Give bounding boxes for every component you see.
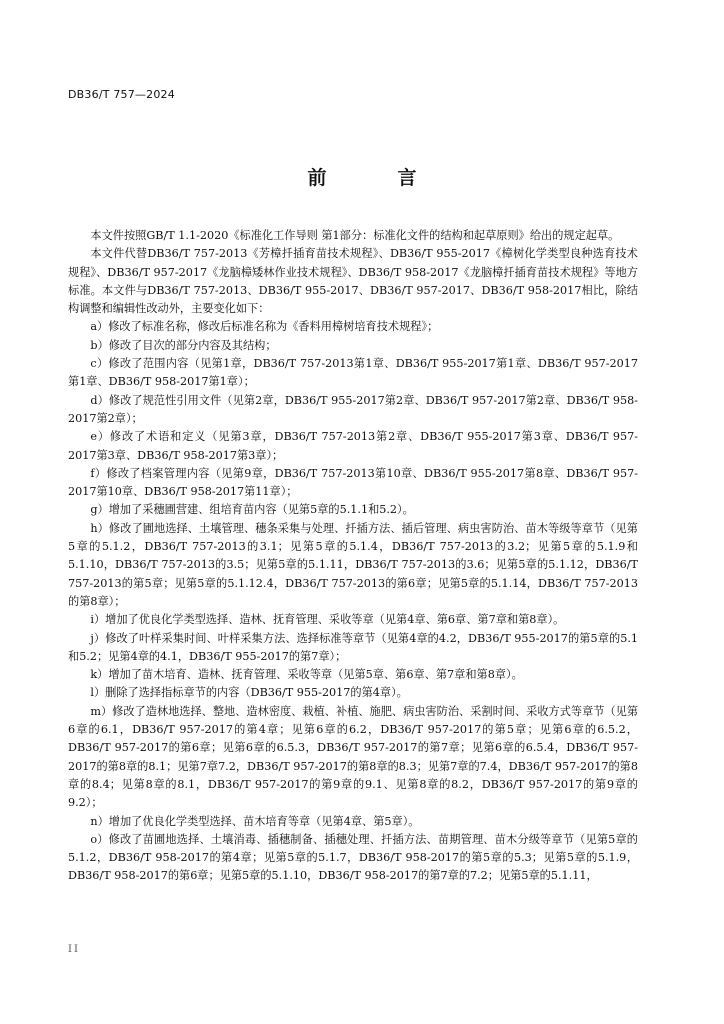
list-item: b）修改了目次的部分内容及其结构； (90, 338, 277, 352)
list-item: f）修改了档案管理内容（见第9章，DB36/T 757-2013第10章、DB36/T 955-2017第8章、DB36/T 957-2017第10章、DB36/T 958-2017第11章）； (68, 466, 638, 499)
page-title: 前 言 (307, 167, 443, 189)
page-number: II (68, 944, 80, 955)
paragraph: 本文件按照GB/T 1.1-2020《标准化工作导则 第1部分：标准化文件的结构和起草原则》给出的规定起草。 (90, 229, 620, 242)
list-item: k）增加了苗木培育、造林、抚育管理、采收等章（见第5章、第6章、第7章和第8章）。 (90, 668, 523, 682)
list-item: m）修改了造林地选择、整地、造林密度、栽植、补植、施肥、病虫害防治、采割时间、采收方式等章节（见第6章的6.1，DB36/T 957-2017的第4章；见第6章的6.2，DB36/T 957-2017的第5章；见第6章的6.5.2，DB36/T 957-2017的第6章；见第6章的6.5.3，DB36/T 957-2017的第7章；见第6章的6.5.4，DB36/T 957-2017的第8章的8.1；见第7章7.2，DB36/T 957-2017的第8章的8.3；见第7章的7.4，DB36/T 957-2017的第8章的8.4；见第8章的8.1，DB36/T 957-2017的第9章的9.1、见第8章的8.2，DB36/T 957-2017的第9章的9.2）； (68, 704, 639, 810)
list-item: d）修改了规范性引用文件（见第2章，DB36/T 955-2017第2章、DB36/T 957-2017第2章、DB36/T 958-2017第2章）； (68, 393, 638, 425)
list-item: g）增加了采穗圃营建、组培育苗内容（见第5章的5.1.1和5.2）。 (90, 503, 414, 517)
document-code: DB36/T 757—2024 (68, 88, 175, 101)
list-item: h）修改了圃地选择、土壤管理、穗条采集与处理、扦插方法、插后管理、病虫害防治、苗木等级等章节（见第5章的5.1.2，DB36/T 757-2013的3.1；见第5章的5.1.4，DB36/T 757-2013的3.2；见第5章的5.1.9和5.1.10，DB36/T 757-2013的3.5；见第5章的5.1.11，DB36/T 757-2013的3.6；见第5章的5.1.12，DB36/T 757-2013的第5章；见第5章的5.1.12.4，DB36/T 757-2013的第6章；见第5章的5.1.14，DB36/T 757-2013的第8章）； (68, 521, 638, 608)
list-item: o）修改了苗圃地选择、土壤消毒、插穗制备、插穗处理、扦插方法、苗期管理、苗木分级等章节（见第5章的5.1.2，DB36/T 958-2017的第4章；见第5章的5.1.7，DB36/T 958-2017的第5章的5.3；见第5章的5.1.9，DB36/T 958-2017的第6章；见第5章的5.1.10，DB36/T 958-2017的第7章的7.2；见第5章的5.1.11， (68, 832, 638, 883)
paragraph: 本文件代替DB36/T 757-2013《芳樟扦插育苗技术规程》、DB36/T 955-2017《樟树化学类型良种选育技术规程》、DB36/T 957-2017《龙脑樟矮林作业技术规程》、DB36/T 958-2017《龙脑樟扦插育苗技术规程》等地方标准。本文件与DB36/T 757-2013、DB36/T 955-2017、DB36/T 957-2017、DB36/T 958-2017相比，除结构调整和编辑性改动外，主要变化如下： (68, 247, 638, 316)
list-item: l）删除了选择指标章节的内容（DB36/T 955-2017的第4章）。 (90, 686, 408, 700)
list-item: a）修改了标准名称，修改后标准名称为《香料用樟树培育技术规程》； (90, 320, 439, 334)
list-item: j）修改了叶样采集时间、叶样采集方法、选择标准等章节（见第4章的4.2，DB36/T 955-2017的第5章的5.1和5.2；见第4章的4.1，DB36/T 955-2017的第7章）； (68, 631, 638, 663)
list-item: c）修改了范围内容（见第1章，DB36/T 757-2013第1章、DB36/T 955-2017第1章、DB36/T 957-2017第1章、DB36/T 958-2017第1章）； (68, 357, 638, 389)
list-item: n）增加了优良化学类型选择、苗木培育等章（见第4章、第5章）。 (90, 814, 420, 828)
list-item: e）修改了术语和定义（见第3章，DB36/T 757-2013第2章、DB36/T 955-2017第3章、DB36/T 957-2017第3章、DB36/T 958-2017第3章）； (68, 430, 638, 462)
list-item: i）增加了优良化学类型选择、造林、抚育管理、采收等章（见第4章、第6章、第7章和第8章）。 (90, 613, 565, 627)
foreword-body (68, 227, 638, 886)
